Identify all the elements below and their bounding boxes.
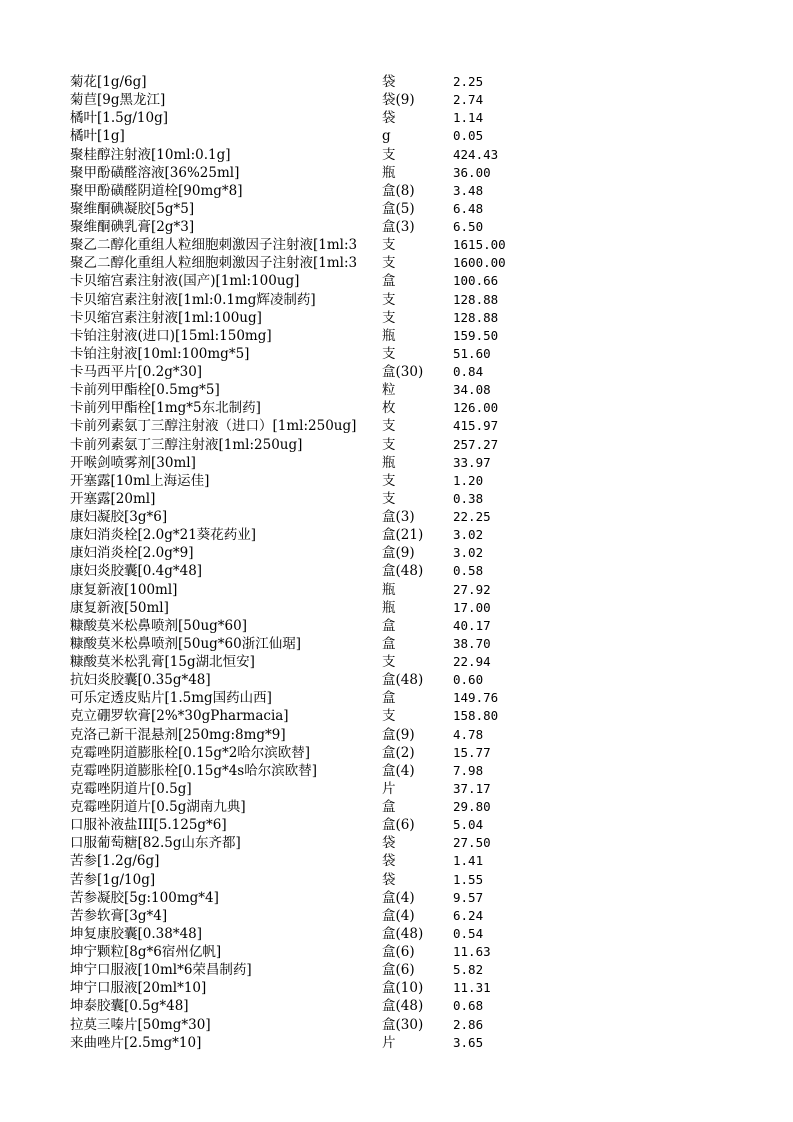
unit-cell: 支 [382,654,396,670]
table-row [70,780,530,798]
drug-name-cell: 坤泰胶囊[0.5g*48] [70,998,189,1015]
price-cell: 0.05 [453,128,484,144]
price-cell: 0.84 [453,364,484,379]
price-cell: 17.00 [453,599,491,615]
table-row [70,744,530,762]
drug-name-cell: 糠酸莫米松乳膏[15g湖北恒安] [70,654,255,670]
price-cell: 0.68 [453,998,484,1014]
price-cell: 5.82 [453,962,484,978]
unit-cell: 盒(3) [382,509,415,525]
drug-name-cell: 聚甲酚磺醛溶液[36%25ml] [70,164,240,181]
table-row [70,254,530,272]
unit-cell: 盒(9) [382,726,415,743]
table-row [70,689,530,707]
table-row [70,581,530,599]
unit-cell: 盒 [382,799,396,815]
table-row [70,272,530,290]
price-cell: 2.25 [453,74,484,89]
drug-name-cell: 糠酸莫米松鼻喷剂[50ug*60浙江仙琚] [70,635,301,652]
price-cell: 2.86 [453,1016,484,1032]
price-cell: 1600.00 [453,255,506,271]
table-row [70,454,530,472]
drug-name-cell: 康复新液[100ml] [70,581,178,598]
drug-name-cell: 苦参凝胶[5g:100mg*4] [70,889,219,906]
drug-name-cell: 克霉唑阴道膨胀栓[0.15g*2哈尔滨欧替] [70,744,311,761]
price-cell: 15.77 [453,744,491,760]
table-row [70,363,530,381]
drug-name-cell: 苦参[1.2g/6g] [70,853,160,870]
unit-cell: 支 [382,309,396,326]
unit-cell: 片 [382,780,396,797]
table-row [70,182,530,200]
price-cell: 0.58 [453,563,484,579]
price-cell: 1615.00 [453,237,506,253]
unit-cell: 盒(3) [382,219,415,235]
unit-cell: 支 [382,291,396,308]
price-table [70,73,530,1052]
table-row [70,73,530,91]
table-row [70,327,530,345]
price-cell: 158.80 [453,708,499,724]
table-row [70,671,530,689]
drug-name-cell: 橘叶[1.5g/10g] [70,110,169,127]
drug-name-cell: 来曲唑片[2.5mg*10] [70,1034,202,1051]
table-row [70,762,530,780]
unit-cell: 枚 [382,400,396,417]
price-cell: 1.41 [453,853,484,869]
price-cell: 149.76 [453,690,499,706]
drug-name-cell: 聚桂醇注射液[10ml:0.1g] [70,146,231,163]
drug-name-cell: 卡贝缩宫素注射液[1ml:100ug] [70,309,262,326]
price-cell: 128.88 [453,291,499,307]
table-row [70,490,530,508]
table-row [70,871,530,889]
unit-cell: 盒(48) [382,563,424,580]
drug-name-cell: 坤宁口服液[10ml*6荣昌制药] [70,962,252,979]
drug-name-cell: 开塞露[10ml上海运佳] [70,472,210,489]
unit-cell: 袋 [382,110,396,127]
price-cell: 0.38 [453,490,484,506]
price-cell: 128.88 [453,309,499,325]
unit-cell: 盒(30) [382,364,424,380]
drug-name-cell: 卡前列甲酯栓[1mg*5东北制药] [70,400,261,417]
drug-name-cell: 开喉剑喷雾剂[30ml] [70,454,196,471]
table-row [70,417,530,435]
unit-cell: 袋(9) [382,92,415,109]
drug-name-cell: 克霉唑阴道膨胀栓[0.15g*4s哈尔滨欧替] [70,762,318,779]
unit-cell: 盒(48) [382,672,424,689]
unit-cell: 盒 [382,617,396,634]
unit-cell: 盒(9) [382,545,415,562]
drug-name-cell: 卡铂注射液(进口)[15ml:150mg] [70,327,272,344]
drug-name-cell: 聚维酮碘乳膏[2g*3] [70,219,195,235]
table-row [70,544,530,562]
unit-cell: 盒(48) [382,925,424,942]
table-row [70,291,530,309]
drug-name-cell: 抗妇炎胶囊[0.35g*48] [70,672,211,689]
drug-name-cell: 糠酸莫米松鼻喷剂[50ug*60] [70,617,247,634]
unit-cell: 盒(21) [382,527,424,544]
price-cell: 27.92 [453,581,491,597]
table-row [70,653,530,671]
table-row [70,309,530,327]
unit-cell: 瓶 [382,164,396,181]
drug-name-cell: 聚甲酚磺醛阴道栓[90mg*8] [70,182,243,199]
drug-name-cell: 卡前列素氨丁三醇注射液[1ml:250ug] [70,436,303,453]
price-cell: 11.31 [453,980,491,996]
table-row [70,726,530,744]
unit-cell: 盒(5) [382,200,415,217]
drug-name-cell: 克洛己新干混悬剂[250mg:8mg*9] [70,726,286,743]
table-row [70,127,530,145]
price-cell: 257.27 [453,436,499,452]
drug-name-cell: 聚乙二醇化重组人粒细胞刺激因子注射液[1ml:3 [70,255,358,272]
unit-cell: 支 [382,237,396,254]
table-row [70,91,530,109]
table-row [70,979,530,997]
unit-cell: 支 [382,418,396,435]
drug-name-cell: 拉莫三嗪片[50mg*30] [70,1016,211,1033]
drug-name-cell: 卡马西平片[0.2g*30] [70,364,203,380]
drug-name-cell: 口服补液盐III[5.125g*6] [70,817,227,834]
unit-cell: 盒 [382,635,396,652]
price-cell: 2.74 [453,92,484,108]
table-row [70,526,530,544]
unit-cell: 支 [382,255,396,272]
drug-name-cell: 卡前列素氨丁三醇注射液（进口）[1ml:250ug] [70,418,357,435]
table-row [70,218,530,236]
table-row [70,617,530,635]
price-cell: 6.50 [453,219,484,234]
table-row [70,599,530,617]
price-cell: 29.80 [453,799,491,814]
unit-cell: 盒(6) [382,944,415,960]
price-cell: 51.60 [453,345,491,361]
price-cell: 6.24 [453,907,484,923]
table-row [70,200,530,218]
price-cell: 33.97 [453,454,491,470]
table-row [70,816,530,834]
table-row [70,345,530,363]
price-cell: 38.70 [453,635,491,651]
price-cell: 1.14 [453,110,484,126]
table-row [70,562,530,580]
drug-name-cell: 菊花[1g/6g] [70,74,147,90]
drug-name-cell: 橘叶[1g] [70,128,125,145]
unit-cell: 盒 [382,690,396,707]
table-row [70,1016,530,1034]
unit-cell: 袋 [382,74,396,90]
unit-cell: 瓶 [382,454,396,471]
price-cell: 27.50 [453,835,491,851]
table-row [70,997,530,1015]
drug-name-cell: 康妇凝胶[3g*6] [70,509,168,525]
table-row [70,381,530,399]
table-row [70,109,530,127]
table-row [70,508,530,526]
unit-cell: 支 [382,708,396,725]
table-row [70,798,530,816]
price-cell: 100.66 [453,273,499,289]
drug-name-cell: 可乐定透皮贴片[1.5mg国药山西] [70,690,272,707]
price-cell: 36.00 [453,164,491,180]
table-row [70,907,530,925]
price-cell: 415.97 [453,418,499,434]
table-row [70,236,530,254]
drug-name-cell: 克霉唑阴道片[0.5g湖南九典] [70,799,246,815]
drug-name-cell: 克立硼罗软膏[2%*30gPharmacia] [70,708,289,725]
unit-cell: 盒(6) [382,817,415,834]
drug-name-cell: 坤宁颗粒[8g*6宿州亿帆] [70,944,222,960]
table-row [70,1034,530,1052]
unit-cell: 瓶 [382,327,396,344]
price-cell: 9.57 [453,889,484,905]
price-cell: 0.60 [453,672,484,688]
unit-cell: 粒 [382,382,396,399]
price-cell: 22.94 [453,654,491,669]
unit-cell: 袋 [382,835,396,852]
drug-name-cell: 卡铂注射液[10ml:100mg*5] [70,345,250,362]
price-cell: 3.65 [453,1034,484,1050]
price-cell: 34.08 [453,382,491,398]
table-row [70,146,530,164]
table-row [70,164,530,182]
drug-name-cell: 苦参[1g/10g] [70,871,156,888]
unit-cell: 盒(4) [382,889,415,906]
unit-cell: 盒(10) [382,980,424,997]
price-cell: 3.02 [453,527,484,543]
table-row [70,961,530,979]
drug-name-cell: 菊苣[9g黑龙江] [70,92,166,109]
table-row [70,852,530,870]
unit-cell: 盒(48) [382,998,424,1015]
drug-name-cell: 康妇消炎栓[2.0g*9] [70,545,194,562]
price-cell: 37.17 [453,780,491,796]
unit-cell: 盒(4) [382,762,415,779]
drug-name-cell: 开塞露[20ml] [70,490,156,507]
drug-name-cell: 口服葡萄糖[82.5g山东齐都] [70,835,241,852]
price-cell: 6.48 [453,200,484,216]
unit-cell: 盒(2) [382,744,415,761]
drug-name-cell: 聚维酮碘凝胶[5g*5] [70,200,195,217]
table-row [70,472,530,490]
unit-cell: 支 [382,146,396,163]
price-cell: 126.00 [453,400,499,416]
table-row [70,925,530,943]
drug-name-cell: 坤复康胶囊[0.38*48] [70,925,203,942]
price-cell: 40.17 [453,617,491,633]
drug-name-cell: 坤宁口服液[20ml*10] [70,980,207,997]
unit-cell: 袋 [382,853,396,870]
price-cell: 5.04 [453,817,484,833]
drug-name-cell: 康复新液[50ml] [70,599,169,616]
unit-cell: 盒(4) [382,907,415,924]
table-row [70,889,530,907]
unit-cell: 片 [382,1034,396,1051]
price-cell: 22.25 [453,509,491,524]
unit-cell: 盒 [382,273,396,290]
drug-name-cell: 卡贝缩宫素注射液(国产)[1ml:100ug] [70,273,300,290]
price-cell: 424.43 [453,146,499,162]
price-cell: 0.54 [453,925,484,941]
drug-name-cell: 康妇炎胶囊[0.4g*48] [70,563,203,580]
price-cell: 159.50 [453,327,499,343]
unit-cell: 盒(8) [382,182,415,199]
table-row [70,635,530,653]
unit-cell: 袋 [382,871,396,888]
drug-name-cell: 卡前列甲酯栓[0.5mg*5] [70,382,220,399]
price-cell: 3.48 [453,182,484,198]
price-cell: 7.98 [453,762,484,778]
table-row [70,399,530,417]
drug-name-cell: 克霉唑阴道片[0.5g] [70,780,192,797]
unit-cell: 支 [382,345,396,362]
drug-name-cell: 康妇消炎栓[2.0g*21葵花药业] [70,527,257,544]
drug-name-cell: 聚乙二醇化重组人粒细胞刺激因子注射液[1ml:3 [70,237,358,254]
table-row [70,943,530,961]
price-cell: 1.55 [453,871,484,887]
table-row [70,436,530,454]
unit-cell: 盒(6) [382,962,415,979]
unit-cell: 支 [382,490,396,507]
unit-cell: 瓶 [382,581,396,598]
unit-cell: g [382,128,391,145]
price-cell: 4.78 [453,726,484,742]
unit-cell: 支 [382,436,396,453]
drug-name-cell: 卡贝缩宫素注射液[1ml:0.1mg辉凌制药] [70,291,316,308]
price-cell: 3.02 [453,545,484,561]
drug-name-cell: 苦参软膏[3g*4] [70,907,168,924]
table-row [70,834,530,852]
price-cell: 11.63 [453,944,491,959]
unit-cell: 瓶 [382,599,396,616]
unit-cell: 支 [382,472,396,489]
price-cell: 1.20 [453,472,484,488]
unit-cell: 盒(30) [382,1016,424,1033]
table-row [70,707,530,725]
